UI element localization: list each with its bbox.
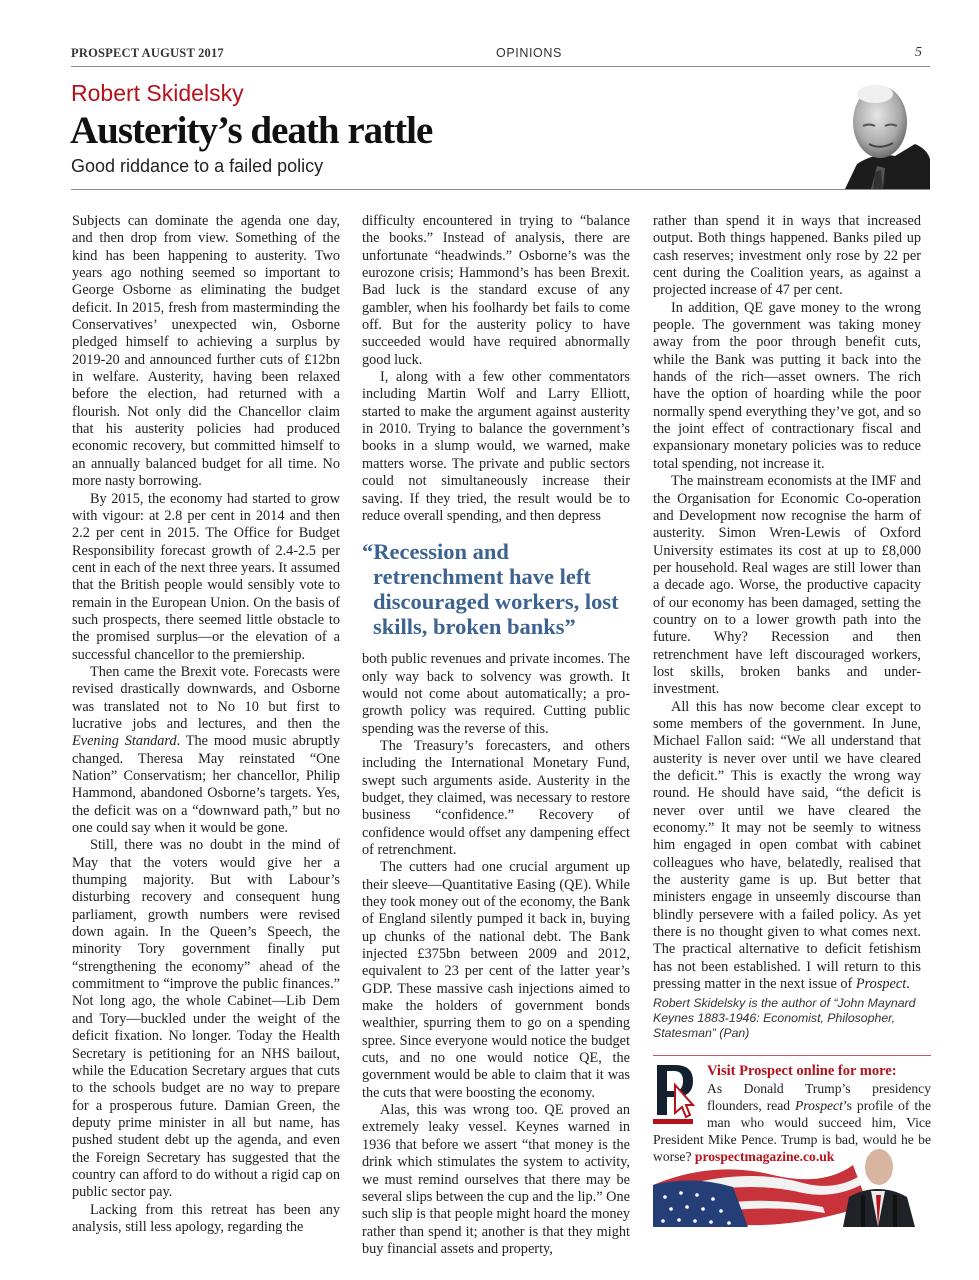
publication-issue: PROSPECT AUGUST 2017 xyxy=(71,46,224,60)
body-paragraph: The cutters had one crucial argument up their sleeve—Quantitative Easing (QE). While they took money out of the economy, the Bank of England silently pumped it back in, buying up chunks of the national debt. The Bank injected £375bn between 2009 and 2012, equivalent to 23 per cent of the latter year’s GDP. These massive cash injections aimed to make the holders of government bonds wealthier, spurring them to go on a spending spree. Since everyone would notice the budget cuts, and no one would notice QE, the government would be able to claim that it was the cuts that were boosting the economy. xyxy=(362,859,630,1101)
prospect-website-link[interactable]: prospectmagazine.co.uk xyxy=(694,1149,835,1164)
body-paragraph: The mainstream economists at the IMF and the Organisation for Economic Co-operation and Development now recognise the harm of austerity. Simon Wren-Lewis of Oxford University estimates its cost at up to £8,000 per household. Real wages are still lower than a decade ago. Worse, the productive capacity of our economy has been damaged, setting the country on to a lower growth path into the future. Why? Recession and then retrenchment have left discouraged workers, lost skills, broken banks and under-investment. xyxy=(653,473,921,698)
author-portrait xyxy=(835,74,930,189)
author-bio: Robert Skidelsky is the author of “John Maynard Keynes 1883-1946: Economist, Philosopher, Statesman” (Pan) xyxy=(653,996,916,1041)
body-paragraph: In addition, QE gave money to the wrong people. The government was taking money away from the poor through benefit cuts, while the Bank was putting it back into the hands of the rich—asset owners. The rich have the option of hoarding while the poor normally spend everything they’ve got, and so the joint effect of contractionary fiscal and expansionary monetary policies was to reduce total spending, not increase it. xyxy=(653,299,921,472)
body-paragraph: Then came the Brexit vote. Forecasts were revised drastically downwards, and Osborne was translated not to No 10 but first to lucrative jobs and lectures, and then the Evening Standard. The mood music abruptly changed. Theresa May reinstated “One Nation” Conservatism; her chancellor, Philip Hammond, abandoned Osborne’s targets. Yes, the deficit was on a “downward path,” but no one could say when it would be gone. xyxy=(72,663,340,837)
body-paragraph: Subjects can dominate the agenda one day, and then drop from view. Something of the kind has been happening to austerity. Two years ago nothing seemed so important to George Osborne as eliminating the budget deficit. In 2015, fresh from masterminding the Conservatives’ unexpected win, Osborne pledged himself to achieving a surplus by 2019-20 and announced further cuts of £12bn in welfare. Austerity, having been relaxed before the election, had returned with a flourish. Not only did the Chancellor claim that his austerity policies had produced economic recovery, but committed himself to an annually balanced budget for all time. No more nasty borrowing. xyxy=(72,213,340,490)
body-paragraph: All this has now become clear except to some members of the government. In June, Michael Fallon said: “We all understand that austerity is never over until we have cleared the deficit.” This is exactly the wrong way round. He should have said, “the deficit is never over until we have cleared the economy.” It may not be seemly to witness him engaged in open combat with cabinet colleagues who have, belatedly, realised that the austerity game is up. But better that ministers engage in unseemly discourse than blindly persevere with a failed policy. As yet there is no thought given to what comes next. The practical alternative to deficit fetishism has not been established. I will return to this pressing matter in the next issue of Prospect. xyxy=(653,698,921,993)
mike-pence-flag-image xyxy=(653,1145,931,1227)
body-paragraph: The Treasury’s forecasters, and others including the International Monetary Fund, swept such arguments aside. Austerity in the budget, they claimed, was necessary to restore business “confidence.” Recovery of confidence would offset any dampening effect of retrenchment. xyxy=(362,737,630,858)
page-number: 5 xyxy=(915,45,922,60)
portrait-photo-icon xyxy=(835,74,930,189)
pull-quote xyxy=(362,539,630,639)
body-paragraph: Alas, this was wrong too. QE proved an extremely leaky vessel. Keynes warned in 1936 that before we assert “that money is the drink which stimulates the system to activity, we must remind ourselves that there may be several slips between the cup and the lip.” One such slip is that people might hoard the money rather than spend it; another is that they might buy financial assets and property, xyxy=(362,1102,630,1257)
article-standfirst: Good riddance to a failed policy xyxy=(71,156,324,176)
body-paragraph: difficulty encountered in trying to “balance the books.” Instead of analysis, there are unfortunate “headwinds.” Osborne’s was the eurozone crisis; Hammond’s has been Brexit. Bad luck is the standard excuse of any gambler, when his foolhardy bet fails to come off. But for the austerity policy to have succeeded would have required abnormally good luck. xyxy=(362,213,630,368)
promo-text: As Donald Trump’s presidency flounders, read Prospect’s profile of the man who would succeed him, Vice President Mike Pence. Trump is bad, would he be worse? prospectmagazine.co.uk xyxy=(653,1081,931,1164)
header-divider xyxy=(71,189,930,190)
promo-title: Visit Prospect online for more: xyxy=(707,1063,897,1079)
body-paragraph: Still, there was no doubt in the mind of May that the voters would give her a thumping majority. But with Labour’s disturbing recovery and consequent hung parliament, growth numbers were revised down again. In the Queen’s Speech, the minority Tory government finally put “strengthening the economy” ahead of the commitment to “improve the public finances.” Not long ago, the whole Cabinet—Lib Dem and Tory—buckled under the weight of the deficit fixation. No longer. Today the Health Secretary is petitioning for an NHS bailout, while the Education Secretary argues that cuts to the schools budget are no way to prepare for a prosperous future. Damian Green, the deputy prime minister in all but name, has pushed student debt up the agenda, and even the Foreign Secretary has suggested that the country can afford to do without a rigid cap on public sector pay. xyxy=(72,837,340,1201)
article-column-2 xyxy=(362,213,630,1258)
running-head xyxy=(71,46,930,67)
article-headline: Austerity’s death rattle xyxy=(70,109,433,152)
article-column-3 xyxy=(653,213,921,1041)
article-column-1 xyxy=(72,213,340,1236)
publication-title: Evening Standard xyxy=(72,733,177,750)
pull-quote-open-mark: “ xyxy=(362,539,374,565)
body-paragraph: rather than spend it in ways that increased output. Both things happened. Banks piled up cash reserves; investment only rose by 22 per cent during the Coalition years, as against a projected increase of 47 per cent. xyxy=(653,213,921,299)
section-label: OPINIONS xyxy=(496,46,562,60)
body-paragraph: Lacking from this retreat has been any analysis, still less apology, regarding the xyxy=(72,1201,340,1235)
author-byline: Robert Skidelsky xyxy=(71,80,244,106)
prospect-logo-icon xyxy=(653,1063,699,1127)
pull-quote-text: Recession and retrenchment have left discouraged workers, lost skills, broken banks” xyxy=(373,539,619,640)
body-paragraph: I, along with a few other commentators including Martin Wolf and Larry Elliott, started to make the argument against austerity in 2010. Trying to balance the government’s books in a slump would, we warned, make matters worse. The private and public sectors could not simultaneously increase their saving. If they tried, the result would be to reduce overall spending, and then depress xyxy=(362,369,630,524)
publication-title: Prospect xyxy=(855,976,907,993)
body-paragraph: both public revenues and private incomes. The only way back to solvency was growth. It would not come about automatically; a pro-growth policy was required. Cutting public spending was the reverse of this. xyxy=(362,651,630,737)
body-paragraph: By 2015, the economy had started to grow with vigour: at 2.8 per cent in 2014 and then 2.2 per cent in 2015. The Office for Budget Responsibility forecast growth of 2.4-2.5 per cent in each of the next three years. It assumed that the British people would sensibly vote to remain in the European Union. On the basis of such prospects, there seemed little obstacle to the promised surplus—or the elevation of a successful chancellor to the premiership. xyxy=(72,490,340,663)
